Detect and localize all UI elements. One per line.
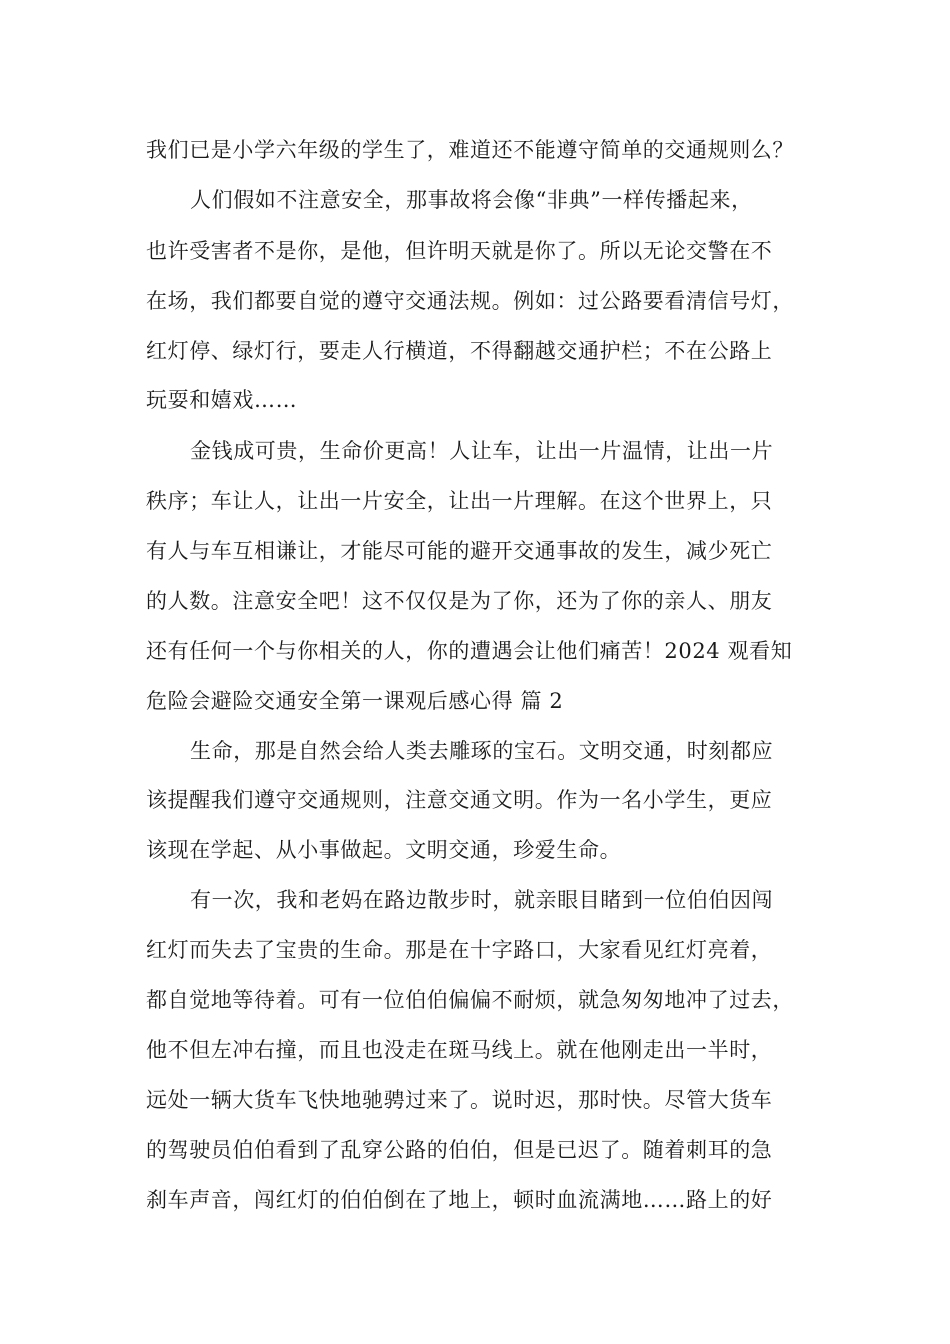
text-line: 秩序；车让人，让出一片安全，让出一片理解。在这个世界上，只: [146, 489, 773, 513]
text-line: 的人数。注意安全吧！这不仅仅是为了你，还为了你的亲人、朋友: [146, 589, 773, 613]
text-line: 有人与车互相谦让，才能尽可能的避开交通事故的发生，减少死亡: [146, 539, 773, 563]
text-line: 也许受害者不是你，是他，但许明天就是你了。所以无论交警在不: [146, 239, 773, 263]
text-line: 还有任何一个与你相关的人，你的遭遇会让他们痛苦！2024 观看知: [146, 639, 793, 663]
text-line: 红灯而失去了宝贵的生命。那是在十字路口，大家看见红灯亮着，: [146, 938, 773, 962]
text-line: 该现在学起、从小事做起。文明交通，珍爱生命。: [146, 838, 622, 862]
text-line: 我们已是小学六年级的学生了，难道还不能遵守简单的交通规则么？: [146, 138, 794, 162]
text-line: 红灯停、绿灯行，要走人行横道，不得翻越交通护栏；不在公路上: [146, 339, 773, 363]
text-line: 玩耍和嬉戏……: [146, 388, 298, 412]
text-line: 的驾驶员伯伯看到了乱穿公路的伯伯，但是已迟了。随着刺耳的急: [146, 1138, 773, 1162]
text-line: 该提醒我们遵守交通规则，注意交通文明。作为一名小学生，更应: [146, 788, 773, 812]
text-line: 他不但左冲右撞，而且也没走在斑马线上。就在他刚走出一半时，: [146, 1038, 773, 1062]
text-line: 都自觉地等待着。可有一位伯伯偏偏不耐烦，就急匆匆地冲了过去，: [146, 988, 794, 1012]
text-line: 在场，我们都要自觉的遵守交通法规。例如：过公路要看清信号灯，: [146, 289, 794, 313]
text-line: 远处一辆大货车飞快地驰骋过来了。说时迟，那时快。尽管大货车: [146, 1088, 773, 1112]
text-line: 危险会避险交通安全第一课观后感心得 篇 2: [146, 689, 564, 713]
text-line: 人们假如不注意安全，那事故将会像“非典”一样传播起来，: [190, 188, 753, 212]
text-line: 刹车声音，闯红灯的伯伯倒在了地上，顿时血流满地……路上的好: [146, 1188, 773, 1212]
text-line: 生命，那是自然会给人类去雕琢的宝石。文明交通，时刻都应: [190, 739, 774, 763]
text-line: 金钱成可贵，生命价更高！人让车，让出一片温情，让出一片: [190, 439, 774, 463]
text-line: 有一次，我和老妈在路边散步时，就亲眼目睹到一位伯伯因闯: [190, 888, 774, 912]
